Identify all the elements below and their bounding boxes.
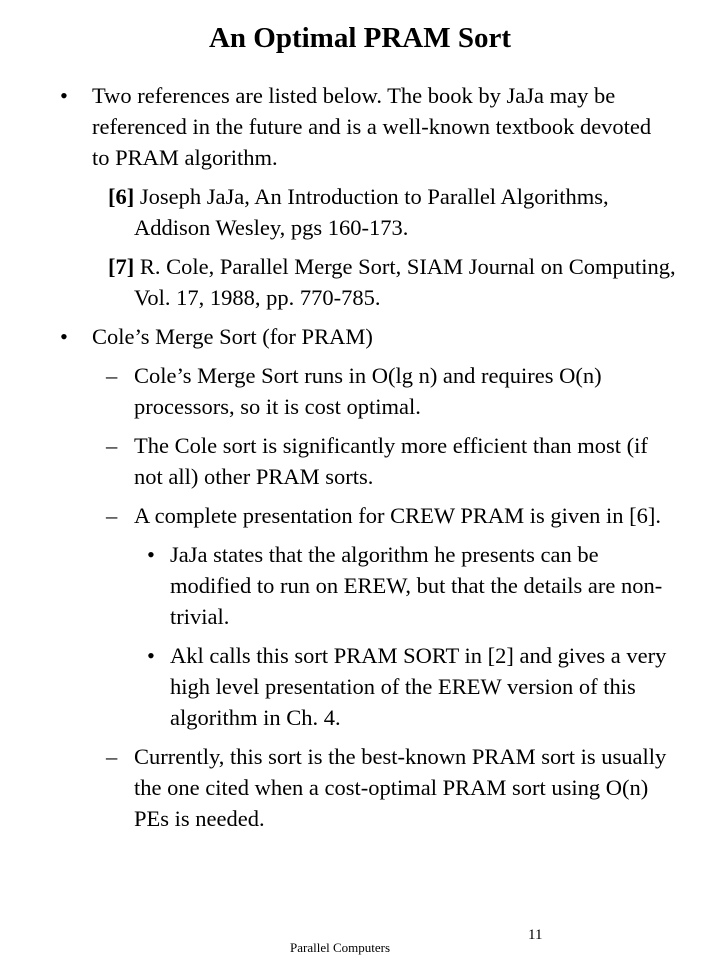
slide-title: An Optimal PRAM Sort — [208, 22, 512, 54]
sub-bullet-marker: • — [147, 643, 155, 668]
sub-bullet-marker: • — [147, 542, 155, 567]
dash-item — [0, 430, 720, 492]
bullet-marker: • — [60, 83, 68, 108]
dash-marker: – — [106, 363, 118, 388]
reference-tag: [6] — [108, 184, 135, 209]
slide-body — [0, 80, 720, 842]
footer-caption: Parallel Computers — [290, 940, 391, 955]
dash-marker: – — [106, 433, 118, 458]
sub-bullet-text: Akl calls this sort PRAM SORT in [2] and gives a very high level presentation of the EREW version of this algorithm in Ch. 4. — [170, 643, 667, 730]
dash-item — [0, 741, 720, 834]
bullet-text: Two references are listed below. The book by JaJa may be referenced in the future and is a well-known textbook devoted to PRAM algorithm. — [92, 83, 652, 170]
bullet-item — [0, 321, 720, 352]
dash-text: Currently, this sort is the best-known PRAM sort is usually the one cited when a cost-optimal PRAM sort using O(n) PEs is needed. — [134, 744, 667, 831]
bullet-marker: • — [60, 324, 68, 349]
reference-text: R. Cole, Parallel Merge Sort, SIAM Journal on Computing, Vol. 17, 1988, pp. 770-785. — [134, 254, 676, 310]
dash-text: Cole’s Merge Sort runs in O(lg n) and requires O(n) processors, so it is cost optimal. — [134, 363, 602, 419]
dash-text: A complete presentation for CREW PRAM is given in [6]. — [134, 503, 662, 528]
reference-item — [0, 251, 720, 313]
dash-text: The Cole sort is significantly more efficient than most (if not all) other PRAM sorts. — [134, 433, 648, 489]
reference-item — [0, 181, 720, 243]
dash-marker: – — [106, 503, 118, 528]
reference-tag: [7] — [108, 254, 135, 279]
dash-item — [0, 360, 720, 422]
sub-bullet-text: JaJa states that the algorithm he presents can be modified to run on EREW, but that the details are non-trivial. — [170, 542, 663, 629]
sub-bullet-item — [0, 640, 720, 733]
page-number: 11 — [528, 927, 543, 943]
bullet-text: Cole’s Merge Sort (for PRAM) — [92, 324, 373, 349]
bullet-item — [0, 80, 720, 173]
dash-item — [0, 500, 720, 531]
dash-marker: – — [106, 744, 118, 769]
reference-text: Joseph JaJa, An Introduction to Parallel Algorithms, Addison Wesley, pgs 160-173. — [134, 184, 609, 240]
sub-bullet-item — [0, 539, 720, 632]
